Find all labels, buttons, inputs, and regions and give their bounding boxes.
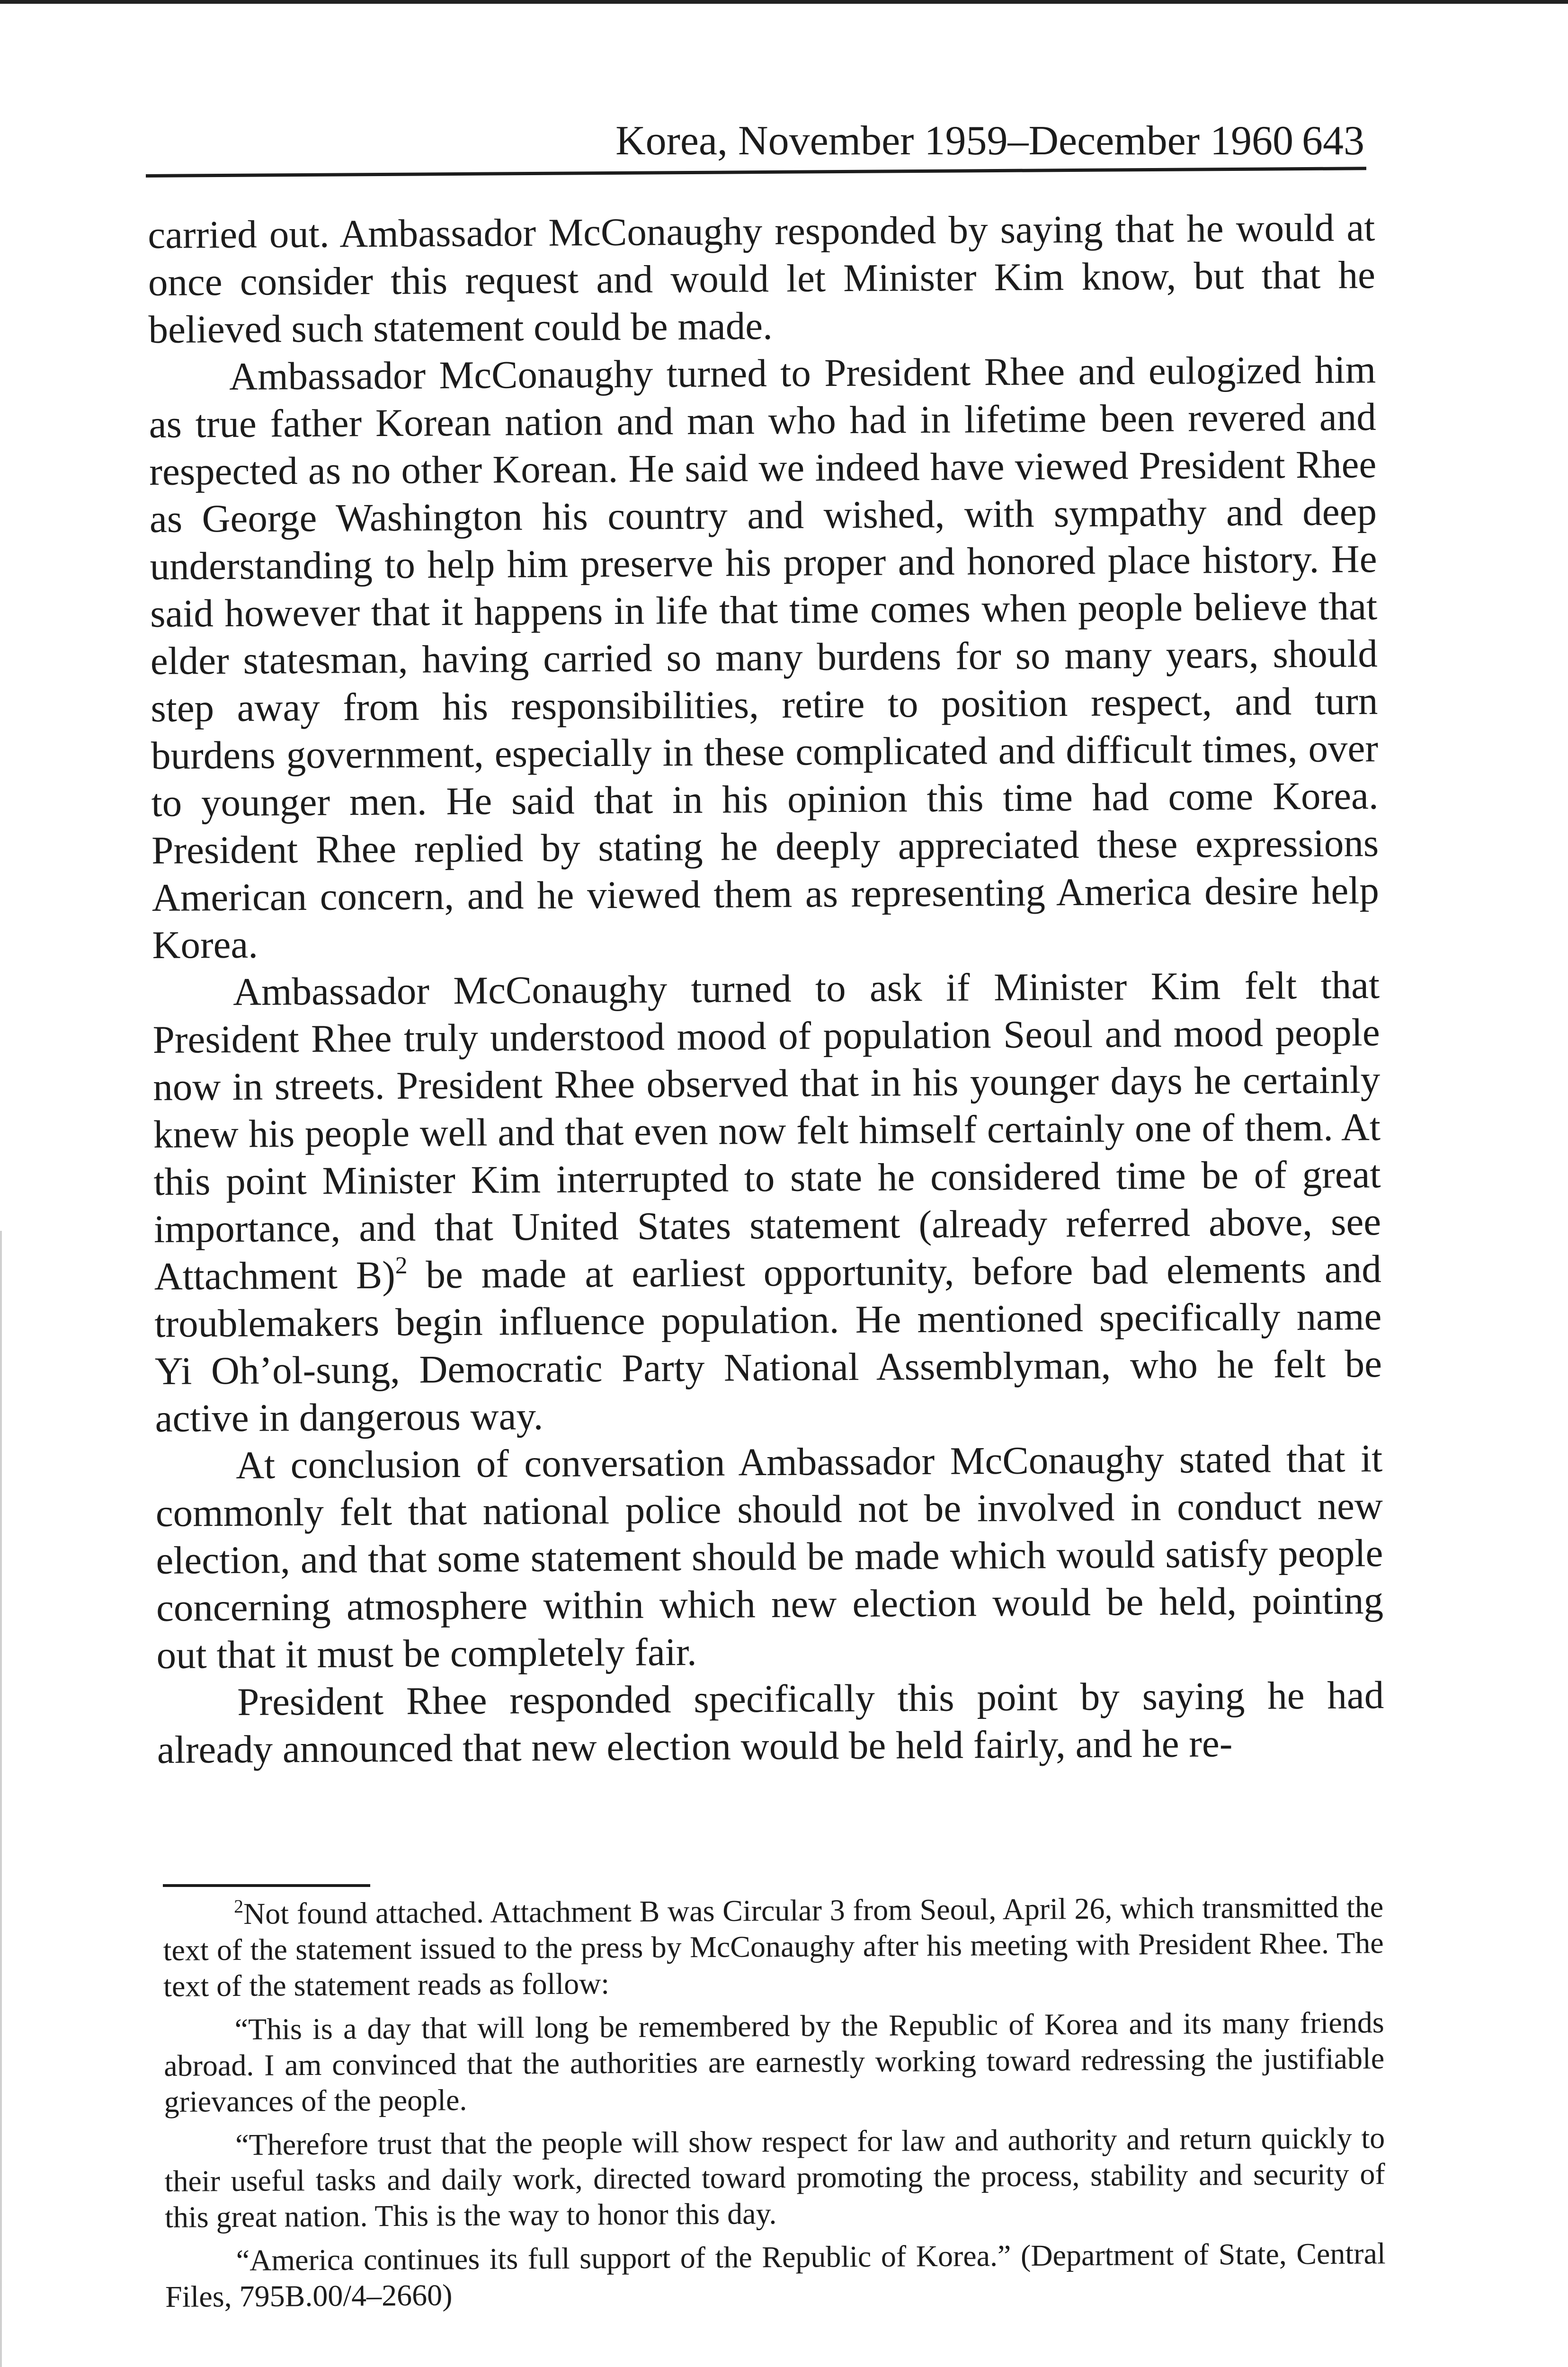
- footnote-2-text: Not found attached. Attachment B was Circular 3 from Seoul, April 26, which transmitted the text of the statement issued to the press by McConaughy after his meeting with President Rhee. The text of the statement reads as follow:: [163, 1890, 1384, 2003]
- paragraph-3-text-a: Ambassador McConaughy turned to ask if Minister Kim felt that President Rhee truly understood mood of population Seoul and mood people now in streets. President Rhee observed that in his younger days he certainly knew his people well and that even now felt himself certainly one of them. At this point Minister Kim interrupted to state he considered time be of great importance, and that United States statement (already referred above, see Attachment B): [152, 963, 1381, 1298]
- main-text: [148, 204, 1384, 1773]
- running-head: [147, 113, 1364, 169]
- footnote-reference: 2: [395, 1252, 408, 1279]
- paragraph-2: Ambassador McConaughy turned to President Rhee and eulogized him as true father Korean nation and man who had in lifetime been revered and respected as no other Korean. He said we indeed have viewed President Rhee as George Washington his country and wished, with sympathy and deep understanding to help him preserve his proper and honored place history. He said however that it happens in life that time comes when people believe that elder statesman, having carried so many burdens for so many years, should step away from his responsibilities, retire to position respect, and turn burdens government, especially in these complicated and difficult times, over to younger men. He said that in his opinion this time had come Korea. President Rhee replied by stating he deeply appreciated these expressions American concern, and he viewed them as representing America desire help Korea.: [149, 347, 1380, 967]
- page-number: 643: [1302, 118, 1364, 164]
- footnote-quote-1: “This is a day that will long be remembered by the Republic of Korea and its many friends abroad. I am convinced that the authorities are earnestly working toward redressing the justifiable grievances of the people.: [163, 2005, 1385, 2118]
- scan-border-top: [0, 0, 1568, 4]
- paragraph-4: At conclusion of conversation Ambassador McConaughy stated that it commonly felt that national police should not be involved in conduct new election, and that some statement should be made which would satisfy people concerning atmosphere within which new election would be held, pointing out that it must be completely fair.: [155, 1436, 1384, 1677]
- scan-border-left: [0, 1231, 2, 2367]
- paragraph-3-text-b: be made at earliest opportunity, before bad elements and troublemakers begin influence population. He mentioned specifically name Yi Oh’ol-sung, Democratic Party National Assemblyman, who he felt be active in dangerous way.: [154, 1247, 1382, 1440]
- paragraph-3: [152, 961, 1382, 1442]
- paragraph-1: carried out. Ambassador McConaughy responded by saying that he would at once consider this request and would let Minister Kim know, but that he believed such statement could be made.: [148, 205, 1376, 351]
- footnote-rule: [163, 1884, 370, 1887]
- paragraph-5: President Rhee responded specifically this point by saying he had already announced that new election would be held fairly, and he re-: [157, 1673, 1384, 1771]
- footnote-2: [163, 1889, 1384, 2004]
- footnote-number: 2: [233, 1895, 244, 1917]
- footnote-quote-2: “Therefore trust that the people will show respect for law and authority and return quickly to their useful tasks and daily work, directed toward promoting the process, stability and security of this great nation. This is the way to honor this day.: [164, 2121, 1385, 2234]
- running-title: Korea, November 1959–December 1960: [615, 118, 1293, 164]
- footnotes: [163, 1889, 1386, 2323]
- footnote-quote-3: “America continues its full support of the Republic of Korea.” (Department of State, Central Files, 795B.00/4–2660): [165, 2236, 1386, 2314]
